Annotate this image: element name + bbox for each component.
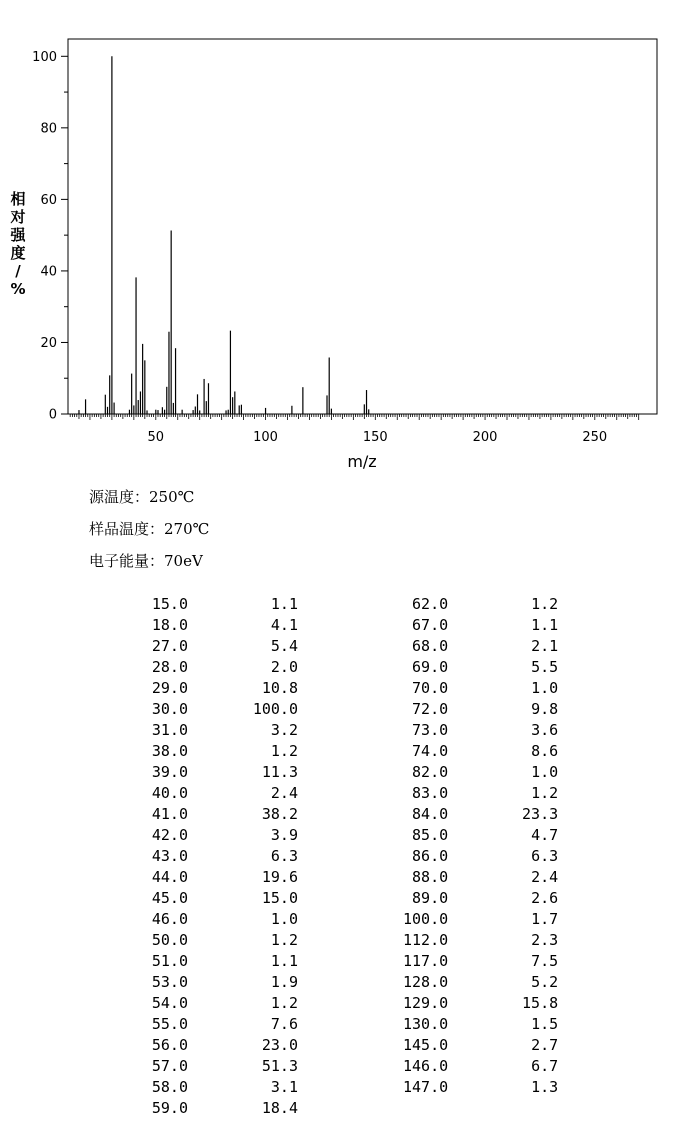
table-row	[143, 762, 298, 783]
intensity-cell: 1.2	[531, 784, 559, 802]
mz-cell: 50.0	[151, 931, 188, 949]
table-row	[143, 699, 298, 720]
y-axis	[32, 50, 68, 423]
table-row	[403, 825, 558, 846]
table-row	[143, 615, 298, 636]
table-row	[143, 1056, 298, 1077]
intensity-cell: 1.5	[531, 1015, 559, 1033]
table-row	[143, 951, 298, 972]
mz-cell: 51.0	[151, 952, 188, 970]
intensity-cell: 2.0	[270, 658, 298, 676]
intensity-cell: 15.8	[522, 994, 559, 1012]
table-row	[143, 888, 298, 909]
table-row	[143, 846, 298, 867]
mz-cell: 128.0	[403, 973, 449, 991]
table-row	[403, 615, 558, 636]
intensity-cell: 1.9	[270, 973, 298, 991]
mz-cell: 68.0	[412, 637, 449, 655]
mz-cell: 40.0	[151, 784, 188, 802]
table-row	[143, 741, 298, 762]
table-row	[143, 825, 298, 846]
intensity-cell: 1.1	[270, 595, 298, 613]
intensity-cell: 9.8	[531, 700, 559, 718]
table-row	[403, 846, 558, 867]
mz-cell: 85.0	[412, 826, 449, 844]
mz-cell: 15.0	[151, 595, 188, 613]
table-row	[403, 888, 558, 909]
y-tick-label: 100	[32, 49, 57, 65]
peak-table-right	[403, 594, 558, 1098]
table-row	[403, 1014, 558, 1035]
table-row	[143, 804, 298, 825]
mz-cell: 147.0	[403, 1078, 449, 1096]
intensity-cell: 5.5	[531, 658, 559, 676]
table-row	[143, 678, 298, 699]
intensity-cell: 1.0	[531, 679, 559, 697]
acquisition-conditions	[89, 483, 209, 579]
mz-cell: 41.0	[151, 805, 188, 823]
electron-energy: 电子能量：70eV	[89, 552, 203, 570]
mz-cell: 67.0	[412, 616, 449, 634]
table-row	[403, 762, 558, 783]
mz-cell: 56.0	[151, 1036, 188, 1054]
table-row	[403, 636, 558, 657]
mz-cell: 117.0	[403, 952, 449, 970]
mz-cell: 55.0	[151, 1015, 188, 1033]
y-tick-label: 80	[40, 121, 57, 137]
intensity-cell: 15.0	[261, 889, 298, 907]
table-row	[403, 804, 558, 825]
table-row	[403, 741, 558, 762]
table-row	[143, 972, 298, 993]
intensity-cell: 7.6	[270, 1015, 298, 1033]
intensity-cell: 11.3	[261, 763, 298, 781]
x-tick-label: 200	[472, 430, 498, 445]
intensity-cell: 2.6	[531, 889, 559, 907]
intensity-cell: 1.7	[531, 910, 559, 928]
x-tick-label: 100	[253, 430, 278, 445]
table-row	[143, 930, 298, 951]
table-row	[143, 1035, 298, 1056]
mz-cell: 72.0	[412, 700, 449, 718]
y-tick-label: 40	[40, 264, 57, 280]
mz-cell: 112.0	[403, 931, 449, 949]
table-row	[403, 678, 558, 699]
mz-cell: 46.0	[151, 910, 188, 928]
mz-cell: 62.0	[412, 595, 449, 613]
table-row	[143, 993, 298, 1014]
table-row	[403, 867, 558, 888]
mz-cell: 30.0	[151, 700, 188, 718]
mz-cell: 27.0	[151, 637, 188, 655]
intensity-cell: 1.2	[531, 595, 559, 613]
mz-cell: 28.0	[151, 658, 188, 676]
table-row	[143, 783, 298, 804]
intensity-cell: 8.6	[531, 742, 559, 760]
intensity-cell: 1.1	[270, 952, 298, 970]
mz-cell: 54.0	[151, 994, 188, 1012]
mz-cell: 53.0	[151, 973, 188, 991]
mz-cell: 59.0	[151, 1099, 188, 1117]
intensity-cell: 1.0	[270, 910, 298, 928]
intensity-cell: 19.6	[261, 868, 298, 886]
intensity-cell: 51.3	[261, 1057, 298, 1075]
intensity-cell: 2.7	[531, 1036, 559, 1054]
intensity-cell: 2.4	[531, 868, 559, 886]
intensity-cell: 1.1	[531, 616, 559, 634]
mz-cell: 84.0	[412, 805, 449, 823]
intensity-cell: 3.1	[270, 1078, 298, 1096]
x-tick-label: 50	[147, 430, 165, 445]
table-row	[403, 972, 558, 993]
y-tick-label: 60	[40, 192, 57, 208]
mz-cell: 146.0	[403, 1057, 449, 1075]
intensity-cell: 38.2	[261, 805, 298, 823]
mz-cell: 145.0	[403, 1036, 449, 1054]
mz-cell: 29.0	[151, 679, 188, 697]
table-row	[403, 993, 558, 1014]
table-row	[143, 720, 298, 741]
mz-cell: 39.0	[151, 763, 188, 781]
intensity-cell: 7.5	[531, 952, 559, 970]
y-axis-title: 相对强度/ %	[10, 190, 26, 298]
table-row	[143, 1077, 298, 1098]
mz-cell: 83.0	[412, 784, 449, 802]
mz-cell: 70.0	[412, 679, 449, 697]
x-axis	[70, 414, 639, 445]
intensity-cell: 10.8	[261, 679, 298, 697]
intensity-cell: 6.7	[531, 1057, 559, 1075]
sample-temperature: 样品温度：270℃	[89, 520, 210, 538]
intensity-cell: 4.7	[531, 826, 559, 844]
mz-cell: 100.0	[403, 910, 449, 928]
intensity-cell: 23.0	[261, 1036, 298, 1054]
peak-table-left	[143, 594, 298, 1119]
table-row	[403, 783, 558, 804]
x-tick-label: 150	[362, 430, 388, 445]
mz-cell: 88.0	[412, 868, 449, 886]
intensity-cell: 1.2	[270, 994, 298, 1012]
y-tick-label: 0	[48, 407, 57, 423]
table-row	[143, 1014, 298, 1035]
intensity-cell: 2.3	[531, 931, 559, 949]
intensity-cell: 5.2	[531, 973, 559, 991]
intensity-cell: 1.2	[270, 931, 298, 949]
table-row	[403, 1035, 558, 1056]
mz-cell: 130.0	[403, 1015, 449, 1033]
mz-cell: 42.0	[151, 826, 188, 844]
table-row	[403, 951, 558, 972]
table-row	[143, 636, 298, 657]
peak-bars	[79, 56, 369, 414]
table-row	[403, 699, 558, 720]
mz-cell: 74.0	[412, 742, 449, 760]
table-row	[143, 1098, 298, 1119]
mz-cell: 57.0	[151, 1057, 188, 1075]
table-row	[403, 657, 558, 678]
mz-cell: 58.0	[151, 1078, 188, 1096]
mz-cell: 86.0	[412, 847, 449, 865]
y-tick-label: 20	[40, 335, 57, 351]
intensity-cell: 18.4	[261, 1099, 298, 1117]
mz-cell: 89.0	[412, 889, 449, 907]
mz-cell: 45.0	[151, 889, 188, 907]
intensity-cell: 3.2	[270, 721, 298, 739]
mz-cell: 31.0	[151, 721, 188, 739]
plot-frame	[68, 39, 657, 414]
mz-cell: 44.0	[151, 868, 188, 886]
intensity-cell: 4.1	[270, 616, 298, 634]
source-temperature: 源温度：250℃	[89, 488, 195, 506]
table-row	[403, 1056, 558, 1077]
table-row	[143, 657, 298, 678]
mz-cell: 43.0	[151, 847, 188, 865]
table-row	[403, 1077, 558, 1098]
mz-cell: 38.0	[151, 742, 188, 760]
intensity-cell: 6.3	[531, 847, 559, 865]
intensity-cell: 100.0	[252, 700, 298, 718]
table-row	[143, 594, 298, 615]
mz-cell: 129.0	[403, 994, 449, 1012]
intensity-cell: 5.4	[270, 637, 298, 655]
intensity-cell: 3.9	[270, 826, 298, 844]
table-row	[143, 909, 298, 930]
mz-cell: 73.0	[412, 721, 449, 739]
table-row	[403, 720, 558, 741]
intensity-cell: 2.1	[531, 637, 559, 655]
intensity-cell: 1.3	[531, 1078, 559, 1096]
table-row	[403, 930, 558, 951]
x-axis-title: m/z	[347, 452, 377, 471]
table-row	[403, 909, 558, 930]
mz-cell: 82.0	[412, 763, 449, 781]
intensity-cell: 23.3	[522, 805, 559, 823]
intensity-cell: 1.2	[270, 742, 298, 760]
mz-cell: 18.0	[151, 616, 188, 634]
table-row	[143, 867, 298, 888]
mass-spectrum-chart	[0, 0, 696, 480]
table-row	[403, 594, 558, 615]
mz-cell: 69.0	[412, 658, 449, 676]
intensity-cell: 1.0	[531, 763, 559, 781]
intensity-cell: 2.4	[270, 784, 298, 802]
intensity-cell: 6.3	[270, 847, 298, 865]
intensity-cell: 3.6	[531, 721, 559, 739]
x-tick-label: 250	[582, 430, 608, 445]
